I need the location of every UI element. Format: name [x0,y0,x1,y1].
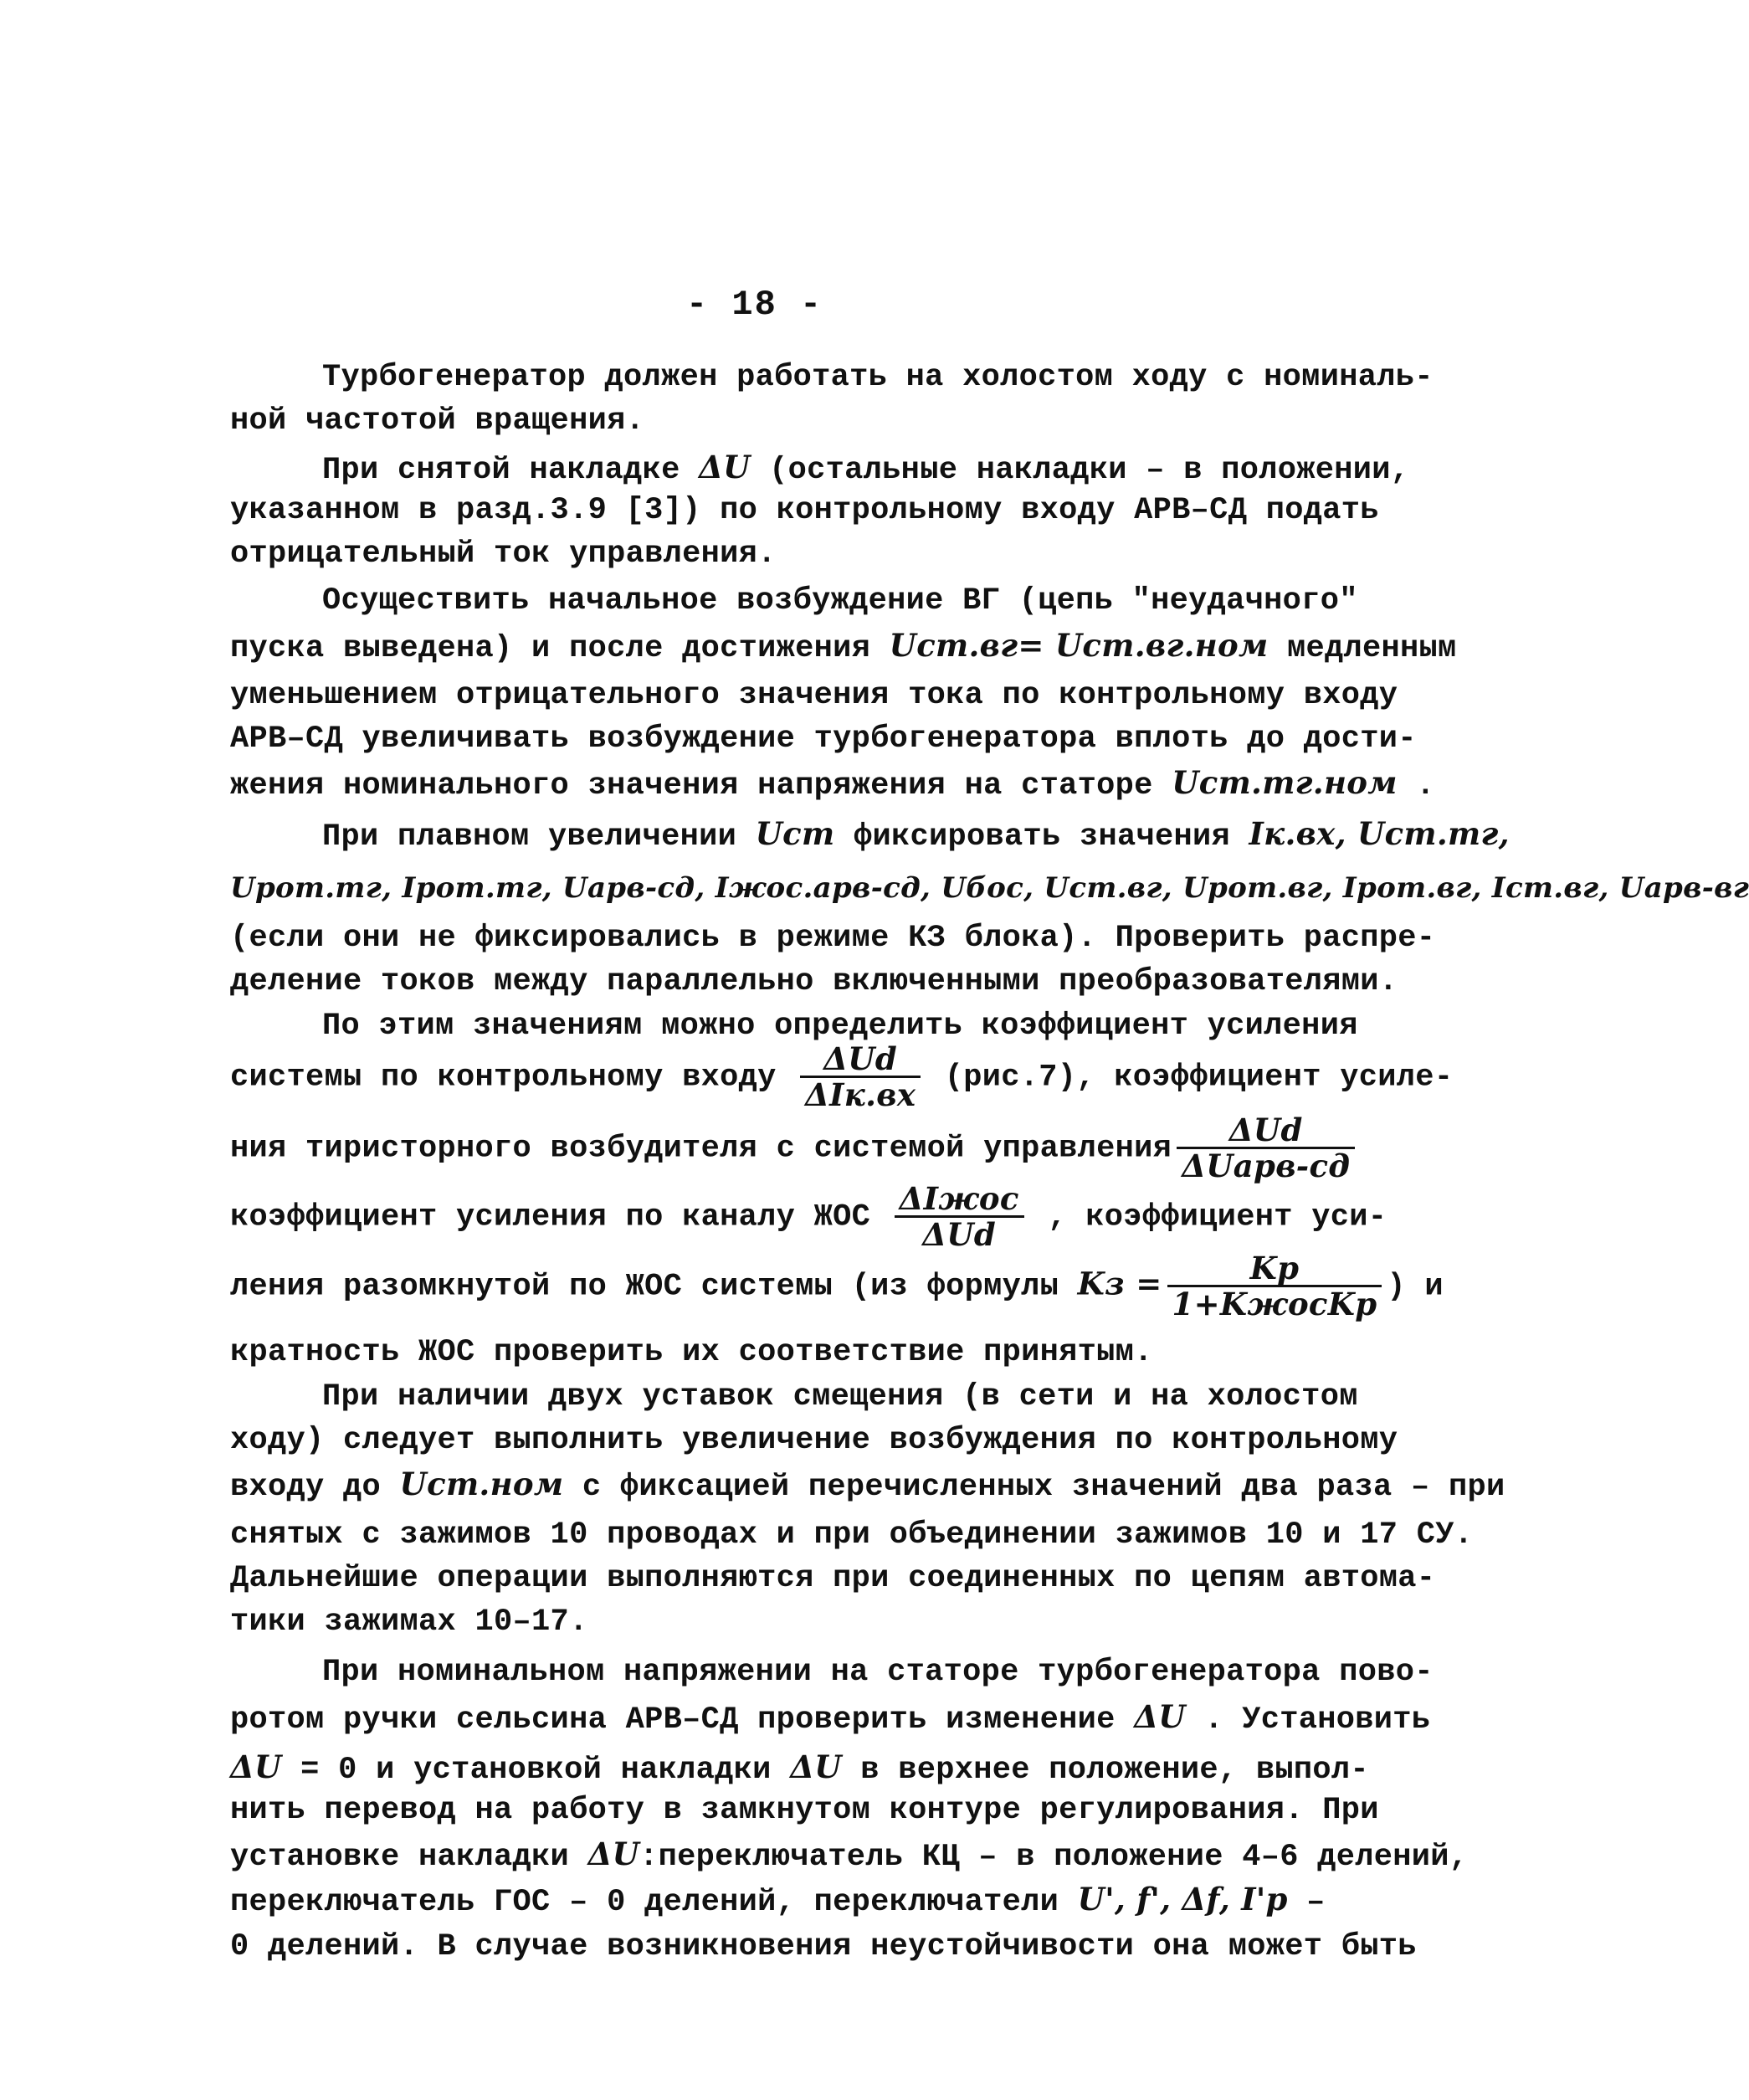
text-span: фиксировать значения [834,819,1249,855]
fraction-denominator: ΔUd [922,1216,997,1253]
text-line [322,445,1410,492]
text-span: :переключатель КЦ – в положение 4–6 делений, [639,1840,1469,1875]
text-span: При снятой накладке [322,453,700,488]
text-line: Осуществить начальное возбуждение ВГ (цепь "неудачного" [322,583,1358,619]
text-line [230,1040,1454,1113]
math-symbol: ΔU [230,1748,282,1785]
text-span: (рис.7), коэффициент усиле- [926,1060,1454,1096]
text-span: . [1397,768,1435,804]
text-line: нить перевод на работу в замкнутом контуре регулирования. При [230,1793,1379,1828]
math-symbol: ΔU [699,449,751,485]
text-line: При наличии двух уставок смещения (в сети и на холостом [322,1379,1358,1415]
text-line: ходу) следует выполнить увеличение возбуждения по контрольному [230,1423,1398,1458]
math-expression: Uрот.тг, Iрот.тг, Uарв-сд, Iжос.арв-сд, Uбос, Uст.вг, Uрот.вг, Iрот.вг, Iст.вг, Uарв-вг [230,871,1749,905]
text-line [322,812,1510,859]
math-symbol: ΔU [1134,1698,1186,1735]
text-span: с фиксацией перечисленных значений два раза – при [563,1470,1505,1505]
text-span: . Установить [1185,1702,1431,1738]
text-line [230,1112,1351,1184]
text-line [230,624,1457,670]
text-span: = 0 и установкой накладки [281,1753,791,1788]
text-line [230,1180,1387,1253]
text-line: (если они не фиксировались в режиме КЗ блока). Проверить распре- [230,921,1436,956]
text-span: коэффициент усиления по каналу ЖОС [230,1199,890,1235]
text-line [230,1695,1431,1742]
text-line: деление токов между параллельно включенными преобразователями. [230,964,1398,999]
page-number: - 18 - [686,285,823,325]
fraction-denominator: ΔUарв-сд [1182,1148,1351,1184]
text-line: снятых с зажимов 10 проводах и при объединении зажимов 10 и 17 СУ. [230,1517,1474,1553]
text-line [230,1462,1505,1509]
text-line [230,866,1749,912]
text-span: ) и [1387,1269,1444,1305]
text-span: ния тиристорного возбудителя с системой управления [230,1131,1172,1167]
text-span: жения номинального значения напряжения на статоре [230,768,1172,804]
math-expression: Iк.вх, Uст.тг, [1249,815,1510,852]
text-line: указанном в разд.3.9 [3]) по контрольному входу АРВ–СД подать [230,493,1379,528]
text-line: Дальнейшие операции выполняются при соединенных по цепям автома- [230,1561,1436,1596]
math-expression: Uст.вг= Uст.вг.ном [889,627,1269,664]
math-expression: Kз = [1077,1265,1162,1302]
text-line [230,1745,1369,1792]
text-span: установке накладки [230,1840,588,1875]
fraction-denominator: ΔIк.вх [805,1076,916,1113]
text-span: ления разомкнутой по ЖОС системы (из формулы [230,1269,1078,1305]
text-line: уменьшением отрицательного значения тока по контрольному входу [230,678,1398,713]
text-line [230,1832,1469,1879]
text-span: переключатель ГОС – 0 делений, переключатели [230,1885,1078,1920]
text-line [230,1250,1444,1322]
math-expression: Uст.ном [399,1466,564,1502]
math-expression: Uст [755,815,835,852]
text-line: По этим значениям можно определить коэффициент усиления [322,1009,1358,1044]
text-line: кратность ЖОС проверить их соответствие принятым. [230,1335,1153,1370]
text-line [230,1877,1326,1924]
fraction [895,1182,1024,1251]
fraction [800,1042,921,1112]
math-expression: Uст.тг.ном [1172,764,1398,801]
fraction [1177,1113,1355,1183]
text-span: входу до [230,1470,400,1505]
text-line: тики зажимах 10–17. [230,1605,588,1640]
text-line: При номинальном напряжении на статоре турбогенератора пово- [322,1655,1434,1690]
text-line: Турбогенератор должен работать на холостом ходу с номиналь- [322,360,1434,395]
fraction-numerator: ΔUd [800,1042,921,1078]
text-span: системы по контрольному входу [230,1060,796,1096]
text-span: в верхнее положение, выпол- [841,1753,1369,1788]
text-span: (остальные накладки – в положении, [750,453,1410,488]
fraction-denominator: 1+KжосKр [1172,1286,1377,1322]
text-span: При плавном увеличении [322,819,756,855]
text-line: АРВ–СД увеличивать возбуждение турбогенератора вплоть до дости- [230,721,1417,757]
text-line: отрицательный ток управления. [230,537,777,572]
text-span: ротом ручки сельсина АРВ–СД проверить изменение [230,1702,1135,1738]
text-span: – [1287,1885,1326,1920]
math-expression: U', f', Δf, I'р [1077,1881,1288,1918]
fraction-numerator: ΔUd [1177,1113,1355,1149]
math-symbol: ΔU [790,1748,842,1785]
text-line [230,761,1435,808]
fraction-numerator: ΔIжос [895,1182,1024,1218]
fraction [1167,1251,1382,1321]
text-span: медленным [1268,631,1457,666]
fraction-numerator: Kр [1167,1251,1382,1287]
math-symbol: ΔU [587,1836,640,1872]
text-span: , коэффициент уси- [1028,1199,1387,1235]
text-line: 0 делений. В случае возникновения неустойчивости она может быть [230,1929,1417,1964]
text-span: пуска выведена) и после достижения [230,631,890,666]
text-line: ной частотой вращения. [230,403,645,439]
